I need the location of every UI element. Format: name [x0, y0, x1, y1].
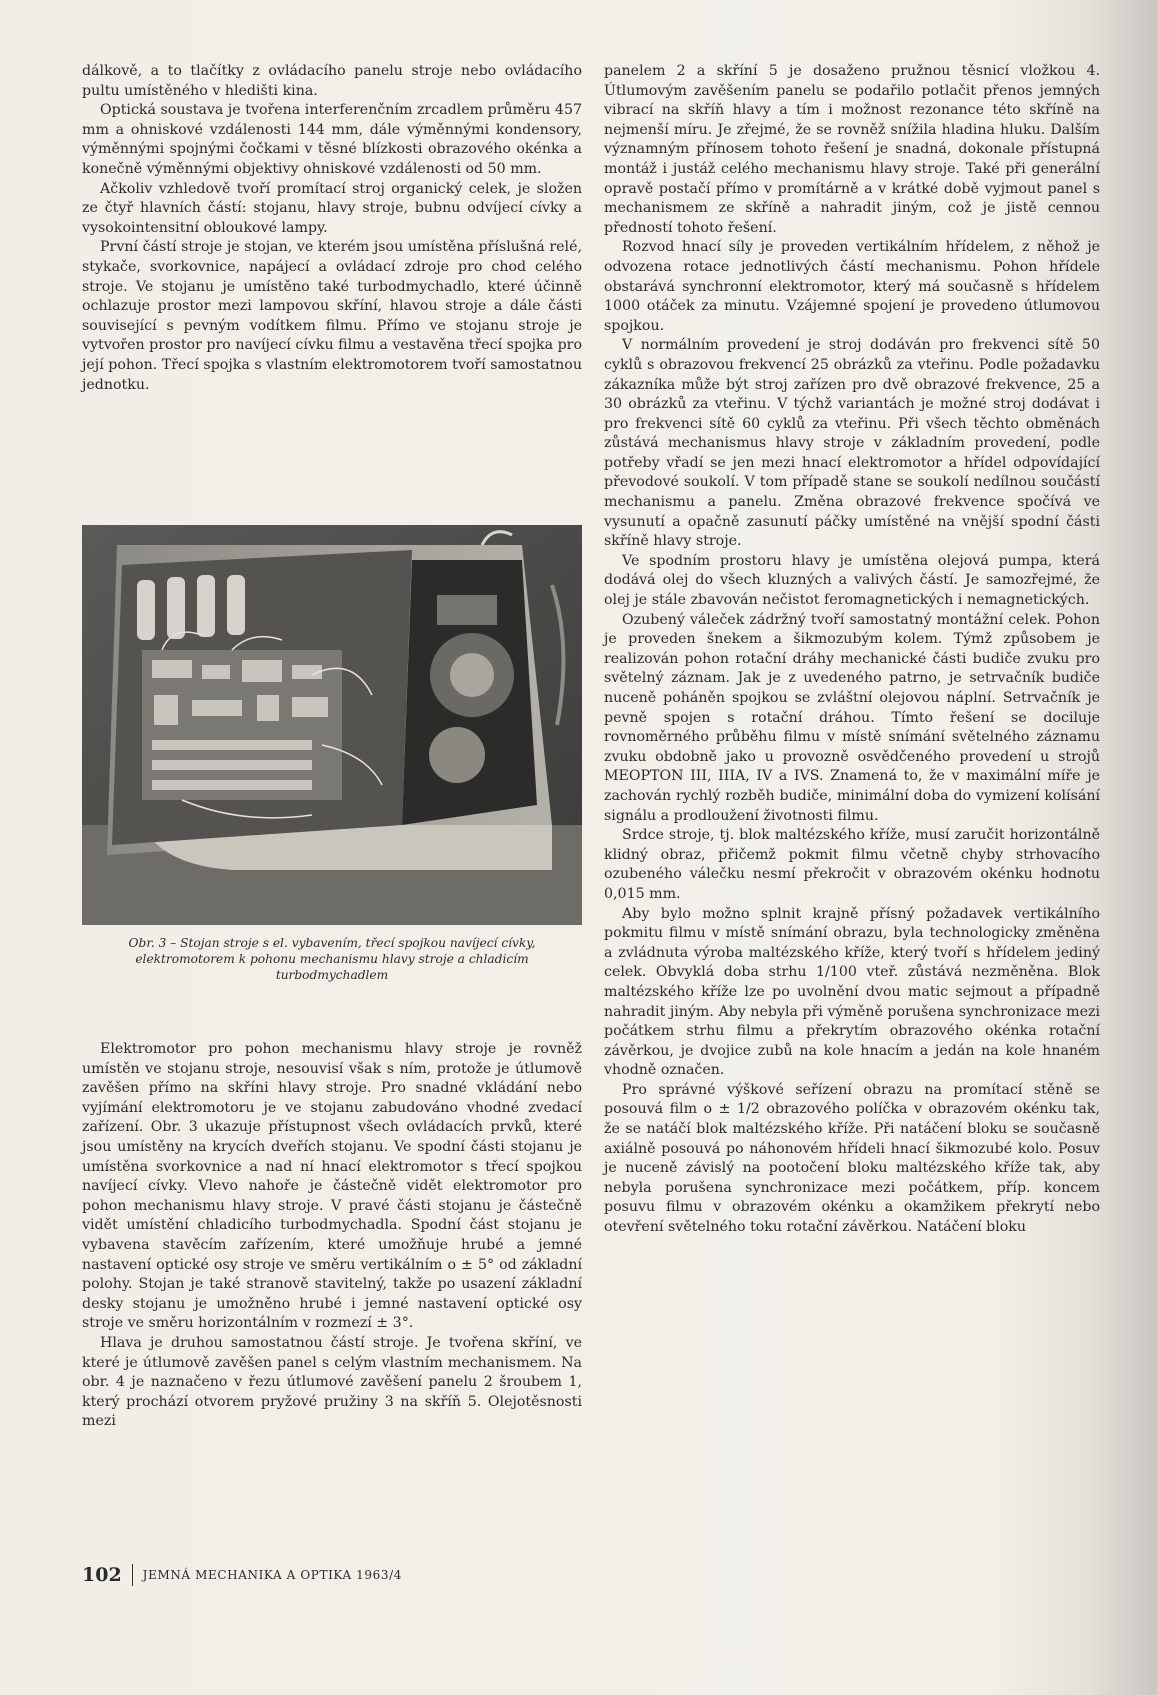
- left-column-bottom: [82, 1040, 582, 1432]
- right-column: [604, 62, 1100, 1238]
- paragraph: Hlava je druhou samostatnou částí stroje. Je tvořena skříní, ve které je útlumově zavěšen panel s celým vlastním mechanismem. Na obr. 4 je naznačeno v řezu útlumové zavěšení panelu 2 šroubem 1, který prochází otvorem pryžové pružiny 3 na skříň 5. Olejotěsnosti mezi: [82, 1334, 582, 1430]
- paragraph: Optická soustava je tvořena interferenčním zrcadlem průměru 457 mm a ohniskové vzdálenosti 144 mm, dále výměnnými kondensory, výměnnými spojnými čočkami v těsné blízkosti obrazového okénka a konečně výměnnými objektivy ohniskové vzdálenosti od 50 mm.: [82, 102, 582, 177]
- paragraph: V normálním provedení je stroj dodáván pro frekvenci sítě 50 cyklů s obrazovou frekvencí 25 obrázků za vteřinu. Podle požadavku zákazníka může být stroj zařízen pro dvě obrazové frekvence, 25 a 30 obrázků za vteřinu. V týchž variantách je možné stroj dodávat i pro frekvenci sítě 60 cyklů za vteřinu. Při všech těchto obměnách zůstává mechanismus hlavy stroje v základním provedení, podle potřeby vřadí se jen mezi hnací elektromotor a hřídel odpovídající převodové soukolí. V tom případě stane se soukolí nedílnou součástí mechanismu a panelu. Změna obrazové frekvence spočívá ve vysunutí a opačně zasunutí páčky umístěné na vnější spodní části skříně hlavy stroje.: [604, 337, 1100, 550]
- paragraph: První částí stroje je stojan, ve kterém jsou umístěna příslušná relé, stykače, svorkovnice, napájecí a ovládací zdroje pro chod celého stroje. Ve stojanu je umístěno také turbodmychadlo, které účinně ochlazuje prostor mezi lampovou skříní, hlavou stroje a dále části související s pevným vodítkem filmu. Přímo ve stojanu stroje je vytvořen prostor pro navíjecí cívku filmu a vestavěna třecí spojka pro její pohon. Třecí spojka s vlastním elektromotorem tvoří samostatnou jednotku.: [82, 239, 582, 393]
- paragraph: Aby bylo možno splnit krajně přísný požadavek vertikálního pokmitu filmu v místě snímání obrazu, byla technologicky změněna a zvládnuta výroba maltézského kříže, který tvoří s hřídelem jediný celek. Obvyklá doba strhu 1/100 vteř. zůstává nezměněna. Blok maltézského kříže lze po uvolnění dvou matic sejmout a případně nahradit jiným. Aby nebyla při výměně porušena synchronizace mezi počátkem strhu filmu a překrytím obrazového okénka rotační závěrkou, je dvojice zubů na kole hnacím a jedán na kole hnaném vhodně označen.: [604, 905, 1100, 1079]
- left-column-top: [82, 62, 582, 395]
- paragraph: Ačkoliv vzhledově tvoří promítací stroj organický celek, je složen ze čtyř hlavních částí: stojanu, hlavy stroje, bubnu odvíjecí cívky a vysokointensitní obloukové lampy.: [82, 180, 582, 236]
- paragraph: panelem 2 a skříní 5 je dosaženo pružnou těsnicí vložkou 4. Útlumovým zavěšením panelu se podařilo potlačit přenos jemných vibrací na skříň hlavy a tím i možnost rezonance této skříně na nejmenší míru. Je zřejmé, že se rovněž snížila hladina hluku. Dalším významným přínosem tohoto řešení je snadná, dokonale přístupná montáž i justáž celého mechanismu hlavy stroje. Také při generální opravě postačí přímo v promítárně a v krátké době vyjmout panel s mechanismem ze skříně a nahradit jiným, což je jistě cennou předností tohoto řešení.: [604, 63, 1100, 236]
- page-footer: [82, 1560, 402, 1590]
- paragraph: Pro správné výškové seřízení obrazu na promítací stěně se posouvá film o ± 1/2 obrazového políčka v obrazovém okénku tak, že se natáčí blok maltézského kříže. Při natáčení bloku se současně axiálně posouvá po náhonovém hřídeli hnací šikmozubé kolo. Posuv je nuceně závislý na pootočení bloku maltézského kříže tak, aby nebyla porušena synchronizace mezi počátkem, příp. koncem posuvu filmu v obrazovém okénku a okamžikem překrytí nebo otevření světelného toku rotační závěrkou. Natáčení bloku: [604, 1081, 1100, 1236]
- paragraph: Ozubený váleček zádržný tvoří samostatný montážní celek. Pohon je proveden šnekem a šikmozubým kolem. Týmž způsobem je realizován pohon rotační dráhy mechanické části budiče zvuku pro světelný záznam. Jak je z uvedeného patrno, je setrvačník budiče nuceně poháněn spojkou se zvláštní olejovou náplní. Setrvačník je pevně spojen s rotační dráhou. Tímto řešení se dociluje rovnoměrného průběhu filmu v místě snímání světelného záznamu zvuku obdobně jako u provozně osvědčeného provedení u strojů MEOPTON III, IIIA, IV a IVS. Znamená to, že v maximální míře je zachován rychlý rozběh budiče, minimální doba do vymizení kolísání signálu a prodloužení životnosti filmu.: [604, 611, 1100, 824]
- journal-title: JEMNÁ MECHANIKA A OPTIKA 1963/4: [142, 1568, 402, 1582]
- footer-divider: [132, 1564, 133, 1586]
- figure-3: [82, 525, 582, 983]
- photo-projector-stand: [82, 525, 582, 925]
- paragraph: Ve spodním prostoru hlavy je umístěna olejová pumpa, která dodává olej do všech kluzných a valivých částí. Je samozřejmé, že olej je stále zbavován nečistot feromagnetických i nemagnetických.: [604, 552, 1100, 609]
- paragraph: Srdce stroje, tj. blok maltézského kříže, musí zaručit horizontálně klidný obraz, přičemž pokmit filmu včetně chyby strhovacího ozubeného válečku nesmí překročit v obrazovém okénku hodnotu 0,015 mm.: [604, 827, 1100, 902]
- figure-caption: Obr. 3 – Stojan stroje s el. vybavením, třecí spojkou navíjecí cívky, elektromotorem k pohonu mechanismu hlavy stroje a chladicím turbodmychadlem: [128, 936, 536, 982]
- paragraph: dálkově, a to tlačítky z ovládacího panelu stroje nebo ovládacího pultu umístěného v hledišti kina.: [82, 63, 582, 99]
- page-number: 102: [82, 1564, 122, 1586]
- paragraph: Rozvod hnací síly je proveden vertikálním hřídelem, z něhož je odvozena rotace jednotlivých částí mechanismu. Pohon hřídele obstarává synchronní elektromotor, který má současně s hřídelem 1000 otáček za minutu. Vzájemné spojení je provedeno útlumovou spojkou.: [604, 239, 1100, 334]
- paragraph: Elektromotor pro pohon mechanismu hlavy stroje je rovněž umístěn ve stojanu stroje, nesouvisí však s ním, protože je útlumově zavěšen přímo na skříni hlavy stroje. Pro snadné vkládání nebo vyjímání elektromotoru je ve stojanu zabudováno vhodné zvedací zařízení. Obr. 3 ukazuje přístupnost všech ovládacích prvků, které jsou umístěny na krycích dveřích stojanu. Ve spodní části stojanu je umístěna svorkovnice a nad ní hnací elektromotor s třecí spojkou navíjecí cívky. Vlevo nahoře je částečně vidět elektromotor pro pohon mechanismu hlavy stroje. V pravé části stojanu je částečně vidět umístění chladicího turbodmychadla. Spodní část stojanu je vybavena stavěcím zařízením, které umožňuje hrubé a jemné nastavení optické osy stroje ve směru vertikálním o ± 5° od základní polohy. Stojan je také stranově stavitelný, takže po usazení základní desky stojanu je umožněno hrubé i jemné nastavení optické osy stroje ve směru horizontálním v rozmezí ± 3°.: [82, 1041, 582, 1332]
